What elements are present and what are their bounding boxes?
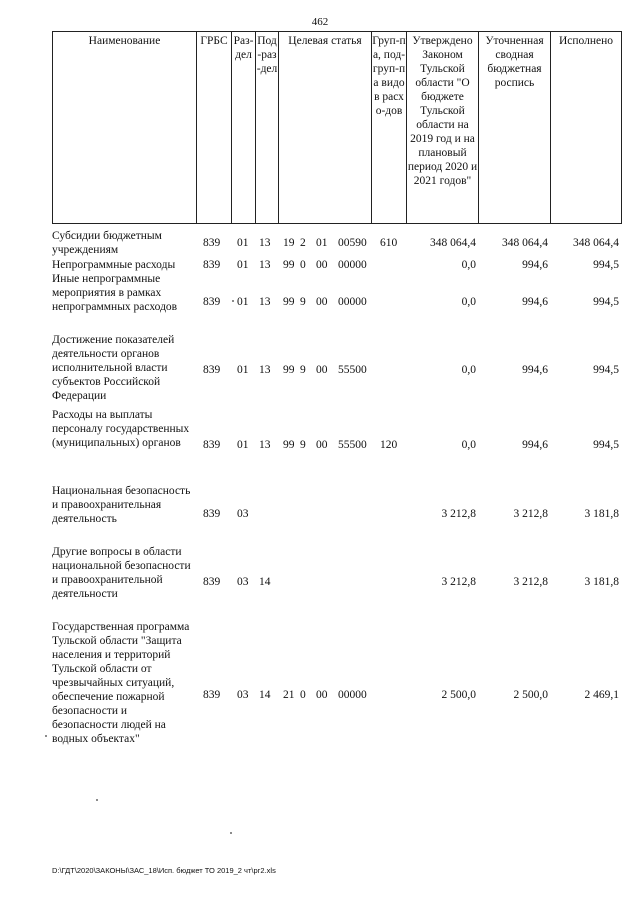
row-target-2: 0: [300, 259, 306, 271]
row-grbs: 839: [203, 576, 221, 588]
row-executed: 2 469,1: [584, 689, 619, 701]
row-podrazdel: 13: [259, 364, 271, 376]
page-number: 462: [311, 16, 329, 28]
row-podrazdel: 13: [259, 259, 271, 271]
row-name: Другие вопросы в области национальной безопасности и правоохранительной деятельности: [52, 546, 191, 600]
row-target-2: 9: [300, 439, 306, 451]
row-revised: 994,6: [522, 364, 548, 376]
row-target-4: 55500: [338, 439, 367, 451]
row-razdel: 01: [237, 259, 249, 271]
row-target-3: 00: [316, 259, 328, 271]
row-executed: 3 181,8: [584, 508, 619, 520]
row-name: Субсидии бюджетным учреждениям: [52, 230, 162, 256]
row-target-1: 99: [283, 364, 295, 376]
row-razdel: 01: [237, 237, 249, 249]
row-executed: 994,5: [593, 364, 619, 376]
row-revised: 3 212,8: [513, 508, 548, 520]
scan-speck: [230, 832, 232, 834]
row-name: Иные непрограммные мероприятия в рамках непрограммных расходов: [52, 273, 178, 313]
row-razdel: 03: [237, 576, 249, 588]
row-revised: 994,6: [522, 296, 548, 308]
row-revised: 994,6: [522, 439, 548, 451]
row-target-4: 00000: [338, 296, 367, 308]
row-target-2: 9: [300, 296, 306, 308]
row-target-3: 00: [316, 689, 328, 701]
row-razdel: 03: [237, 689, 249, 701]
header-grbs: ГРБС: [197, 31, 232, 224]
header-podrazdel: Под-раз-дел: [256, 31, 279, 224]
scan-speck: [45, 735, 47, 737]
row-executed: 994,5: [593, 259, 619, 271]
row-razdel: 01: [237, 364, 249, 376]
row-grbs: 839: [203, 296, 221, 308]
row-razdel: 01: [237, 296, 249, 308]
row-approved: 2 500,0: [441, 689, 476, 701]
header-executed: Исполнено: [551, 31, 622, 224]
row-target-2: 2: [300, 237, 306, 249]
row-razdel: 03: [237, 508, 249, 520]
row-approved: 3 212,8: [441, 576, 476, 588]
row-grbs: 839: [203, 259, 221, 271]
row-target-1: 99: [283, 259, 295, 271]
row-target-3: 00: [316, 439, 328, 451]
header-revised: Уточненная сводная бюджетная роспись: [479, 31, 551, 224]
row-approved: 0,0: [461, 259, 476, 271]
row-target-2: 9: [300, 364, 306, 376]
row-executed: 348 064,4: [573, 237, 619, 249]
row-approved: 348 064,4: [430, 237, 476, 249]
row-target-4: 00000: [338, 259, 367, 271]
row-target-4: 00000: [338, 689, 367, 701]
row-executed: 994,5: [593, 296, 619, 308]
scan-speck: [232, 300, 234, 302]
scan-speck: [96, 799, 98, 801]
row-target-3: 01: [316, 237, 328, 249]
file-path-footer: D:\ГДТ\2020\ЗАКОНЫ\ЗАС_18\Исп. бюджет ТО 2019_2 чт\рг2.xls: [52, 866, 276, 875]
row-podrazdel: 13: [259, 296, 271, 308]
row-name: Достижение показателей деятельности органов исполнительной власти субъектов Российской Федерации: [52, 334, 175, 402]
row-revised: 348 064,4: [502, 237, 548, 249]
row-name: Государственная программа Тульской области "Защита населения и территорий Тульской области от чрезвычайных ситуаций, обеспечение пожарной безопасности и безопасности людей на водных объектах": [52, 621, 190, 745]
header-razdel: Раз-дел: [232, 31, 256, 224]
row-grbs: 839: [203, 439, 221, 451]
row-grbs: 839: [203, 689, 221, 701]
row-podrazdel: 13: [259, 237, 271, 249]
row-target-4: 55500: [338, 364, 367, 376]
row-target-4: 00590: [338, 237, 367, 249]
row-target-1: 99: [283, 439, 295, 451]
row-target-1: 19: [283, 237, 295, 249]
row-target-1: 99: [283, 296, 295, 308]
row-executed: 3 181,8: [584, 576, 619, 588]
row-grbs: 839: [203, 237, 221, 249]
row-target-3: 00: [316, 296, 328, 308]
header-target: Целевая статья: [279, 31, 372, 224]
row-approved: 0,0: [461, 364, 476, 376]
row-revised: 2 500,0: [513, 689, 548, 701]
header-group: Груп-па, под-груп-па видов расхо-дов: [372, 31, 407, 224]
row-group: 120: [380, 439, 398, 451]
row-podrazdel: 14: [259, 576, 271, 588]
row-target-3: 00: [316, 364, 328, 376]
row-approved: 0,0: [461, 296, 476, 308]
row-approved: 3 212,8: [441, 508, 476, 520]
row-group: 610: [380, 237, 398, 249]
row-target-1: 21: [283, 689, 295, 701]
header-name: Наименование: [52, 31, 197, 224]
row-revised: 994,6: [522, 259, 548, 271]
row-name: Национальная безопасность и правоохранительная деятельность: [52, 485, 191, 525]
row-podrazdel: 14: [259, 689, 271, 701]
row-podrazdel: 13: [259, 439, 271, 451]
row-razdel: 01: [237, 439, 249, 451]
row-executed: 994,5: [593, 439, 619, 451]
row-target-2: 0: [300, 689, 306, 701]
row-revised: 3 212,8: [513, 576, 548, 588]
row-name: Непрограммные расходы: [52, 259, 176, 271]
row-name: Расходы на выплаты персоналу государственных (муниципальных) органов: [52, 409, 190, 449]
row-grbs: 839: [203, 508, 221, 520]
row-approved: 0,0: [461, 439, 476, 451]
header-approved: Утверждено Законом Тульской области "О бюджете Тульской области на 2019 год и на плановый период 2020 и 2021 годов": [407, 31, 479, 224]
row-grbs: 839: [203, 364, 221, 376]
